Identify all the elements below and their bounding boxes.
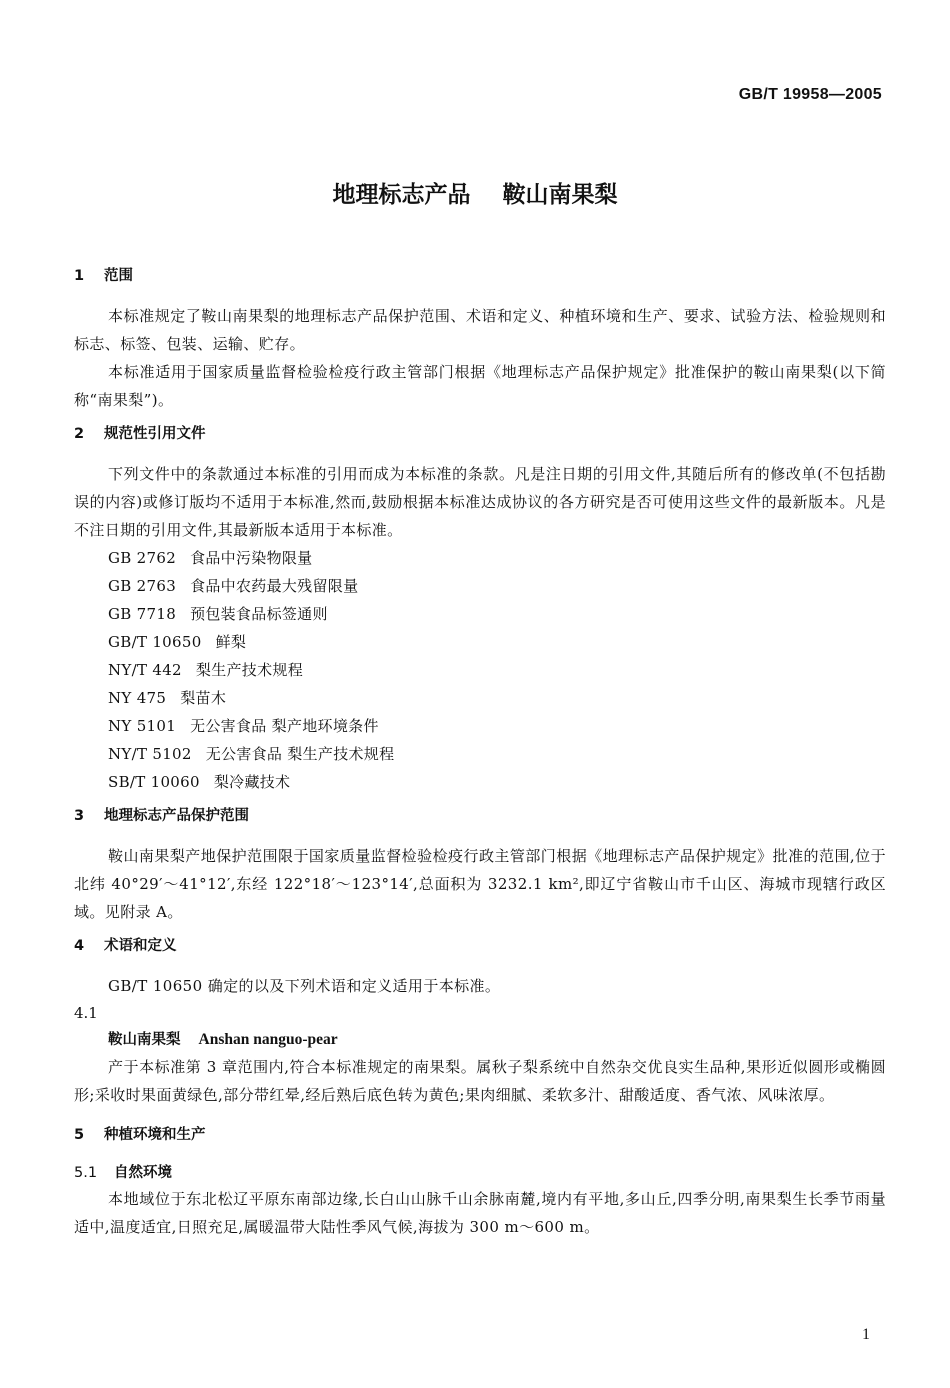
reference-code: GB/T 10650 xyxy=(108,633,202,651)
reference-item xyxy=(108,600,886,628)
section-4-heading xyxy=(74,934,886,958)
section-number: 4 xyxy=(74,938,85,954)
normative-reference-list xyxy=(74,544,886,796)
page-number: 1 xyxy=(862,1326,870,1343)
section-1-heading xyxy=(74,264,886,288)
section-1-paragraph-1: 本标准规定了鞍山南果梨的地理标志产品保护范围、术语和定义、种植环境和生产、要求、试验方法、检验规则和标志、标签、包装、运输、贮存。 xyxy=(74,307,886,353)
reference-code: NY 5101 xyxy=(108,717,177,735)
reference-title: 梨冷藏技术 xyxy=(213,773,291,791)
reference-item xyxy=(108,628,886,656)
reference-title: 无公害食品 梨生产技术规程 xyxy=(205,745,395,763)
section-3-heading xyxy=(74,804,886,828)
section-number: 3 xyxy=(74,808,85,824)
section-2-heading xyxy=(74,422,886,446)
term-chinese: 鞍山南果梨 xyxy=(108,1032,181,1048)
section-5-heading xyxy=(74,1123,886,1147)
reference-title: 食品中污染物限量 xyxy=(190,549,313,567)
reference-code: GB 2762 xyxy=(108,549,177,567)
term-english: Anshan nanguo-pear xyxy=(198,1031,338,1048)
reference-item xyxy=(108,656,886,684)
reference-title: 食品中农药最大残留限量 xyxy=(190,577,359,595)
reference-title: 无公害食品 梨产地环境条件 xyxy=(190,717,379,735)
section-number: 5 xyxy=(74,1127,85,1143)
reference-item xyxy=(108,544,886,572)
section-number: 2 xyxy=(74,426,85,442)
section-title: 规范性引用文件 xyxy=(104,426,206,442)
reference-title: 梨苗木 xyxy=(180,689,227,707)
reference-item xyxy=(108,684,886,712)
term-entry xyxy=(74,1026,886,1053)
reference-code: GB 2763 xyxy=(108,577,177,595)
standard-code: GB/T 19958—2005 xyxy=(738,86,882,103)
document-body xyxy=(74,264,886,1241)
section-5-1-paragraph: 本地域位于东北松辽平原东南部边缘,长白山山脉千山余脉南麓,境内有平地,多山丘,四季分明,南果梨生长季节雨量适中,温度适宜,日照充足,属暖温带大陆性季风气候,海拔为 300 m～600 m。 xyxy=(74,1190,886,1236)
subsection-title: 自然环境 xyxy=(114,1165,172,1181)
reference-item xyxy=(108,740,886,768)
reference-item xyxy=(108,768,886,796)
reference-code: NY/T 5102 xyxy=(108,745,192,763)
reference-item xyxy=(108,572,886,600)
reference-code: SB/T 10060 xyxy=(108,773,200,791)
reference-item xyxy=(108,712,886,740)
reference-code: NY/T 442 xyxy=(108,661,182,679)
reference-code: NY 475 xyxy=(108,689,167,707)
section-1-paragraph-2: 本标准适用于国家质量监督检验检疫行政主管部门根据《地理标志产品保护规定》批准保护的鞍山南果梨(以下简称“南果梨”)。 xyxy=(74,363,886,409)
subsection-5-1-heading xyxy=(74,1161,886,1185)
section-title: 地理标志产品保护范围 xyxy=(104,808,249,824)
subsection-number: 4.1 xyxy=(74,1004,98,1022)
section-title: 术语和定义 xyxy=(104,938,177,954)
term-definition: 产于本标准第 3 章范围内,符合本标准规定的南果梨。属秋子梨系统中自然杂交优良实生品种,果形近似圆形或椭圆形;采收时果面黄绿色,部分带红晕,经后熟后底色转为黄色;果肉细腻、柔软多汁、甜酸适度、香气浓、风味浓厚。 xyxy=(74,1058,886,1104)
section-3-paragraph: 鞍山南果梨产地保护范围限于国家质量监督检验检疫行政主管部门根据《地理标志产品保护规定》批准的范围,位于北纬 40°29′～41°12′,东经 122°18′～123°14′,总面积为 3232.1 km²,即辽宁省鞍山市千山区、海城市现辖行政区域。见附录 A。 xyxy=(74,847,886,921)
reference-title: 鲜梨 xyxy=(215,633,247,651)
section-number: 1 xyxy=(74,268,85,284)
section-title: 种植环境和生产 xyxy=(104,1127,206,1143)
reference-title: 预包装食品标签通则 xyxy=(190,605,328,623)
document-title: 地理标志产品 鞍山南果梨 xyxy=(332,182,618,208)
section-2-paragraph: 下列文件中的条款通过本标准的引用而成为本标准的条款。凡是注日期的引用文件,其随后所有的修改单(不包括勘误的内容)或修订版均不适用于本标准,然而,鼓励根据本标准达成协议的各方研究是否可使用这些文件的最新版本。凡是不注日期的引用文件,其最新版本适用于本标准。 xyxy=(74,465,886,539)
section-4-paragraph: GB/T 10650 确定的以及下列术语和定义适用于本标准。 xyxy=(108,977,501,995)
subsection-number: 5.1 xyxy=(74,1165,98,1181)
section-title: 范围 xyxy=(104,268,133,284)
reference-code: GB 7718 xyxy=(108,605,177,623)
reference-title: 梨生产技术规程 xyxy=(195,661,303,679)
